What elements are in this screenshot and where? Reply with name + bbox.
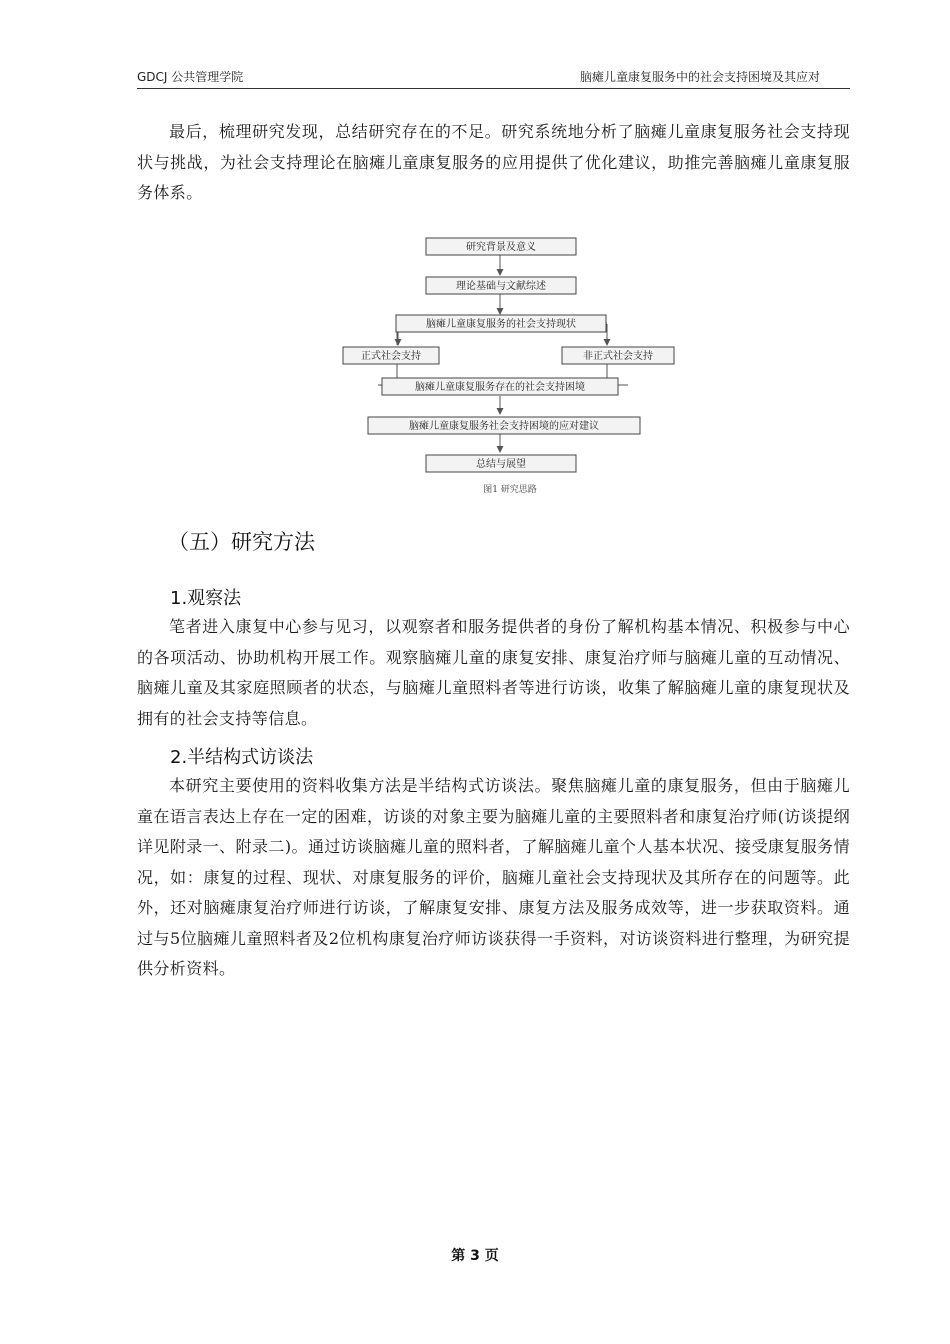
flow-node-2: 理论基础与文献综述 (456, 281, 546, 292)
flow-node-8: 总结与展望 (476, 459, 526, 470)
subsection-1-text: 笔者进入康复中心参与见习，以观察者和服务提供者的身份了解机构基本情况、积极参与中心的各项活动、协助机构开展工作。观察脑瘫儿童的康复安排、康复治疗师与脑瘫儿童的互动情况、脑瘫儿童及其家庭照顾者的状态，与脑瘫儿童照料者等进行访谈，收集了解脑瘫儿童的康复现状及拥有的社会支持等信息。 (137, 617, 850, 728)
figure-caption: 图1 研究思路 (483, 485, 537, 495)
page-header (137, 68, 850, 89)
flow-node-4: 正式社会支持 (361, 351, 421, 362)
research-flowchart (340, 232, 680, 500)
subsection-2-title: 2.半结构式访谈法 (170, 747, 314, 768)
flow-node-5: 非正式社会支持 (583, 351, 653, 362)
header-institution: GDCJ 公共管理学院 (137, 70, 244, 84)
flow-node-1: 研究背景及意义 (466, 242, 536, 253)
page-number: 第 3 页 (451, 1248, 499, 1264)
section-title: （五）研究方法 (168, 530, 315, 554)
subsection-1-title: 1.观察法 (170, 588, 242, 609)
flow-node-6: 脑瘫儿童康复服务存在的社会支持困境 (415, 382, 585, 393)
flow-node-7: 脑瘫儿童康复服务社会支持困境的应对建议 (409, 421, 599, 432)
flowchart-svg (340, 232, 680, 477)
header-title: 脑瘫儿童康复服务中的社会支持困境及其应对 (579, 70, 820, 84)
subsection-2-text: 本研究主要使用的资料收集方法是半结构式访谈法。聚焦脑瘫儿童的康复服务，但由于脑瘫儿童在语言表达上存在一定的困难，访谈的对象主要为脑瘫儿童的主要照料者和康复治疗师(访谈提纲详见附录一、附录二)。通过访谈脑瘫儿童的照料者，了解脑瘫儿童个人基本状况、接受康复服务情况，如：康复的过程、现状、对康复服务的评价，脑瘫儿童社会支持现状及其所存在的问题等。此外，还对脑瘫康复治疗师进行访谈，了解康复安排、康复方法及服务成效等，进一步获取资料。通过与5位脑瘫儿童照料者及2位机构康复治疗师访谈获得一手资料，对访谈资料进行整理，为研究提供分析资料。 (137, 776, 850, 978)
flow-node-3: 脑瘫儿童康复服务的社会支持现状 (426, 319, 576, 330)
intro-paragraph: 最后，梳理研究发现，总结研究存在的不足。研究系统地分析了脑瘫儿童康复服务社会支持现状与挑战，为社会支持理论在脑瘫儿童康复服务的应用提供了优化建议，助推完善脑瘫儿童康复服务体系。 (137, 122, 850, 202)
